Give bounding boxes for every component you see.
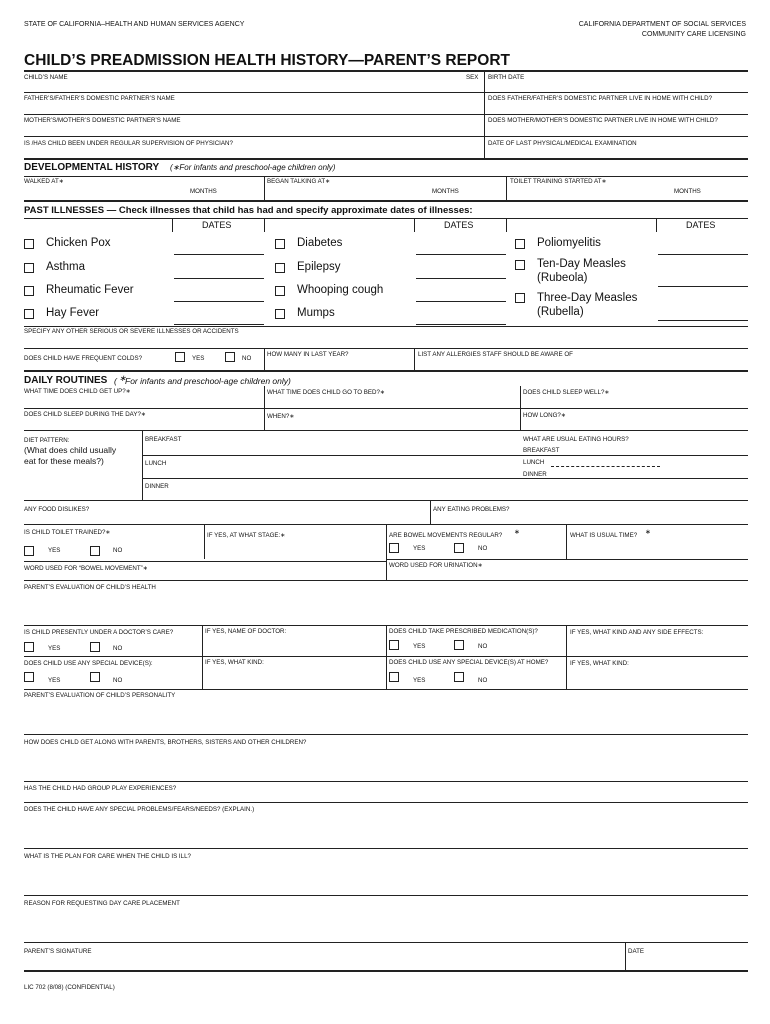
devices-yes-label: YES	[48, 677, 61, 684]
hay-fever-checkbox[interactable]	[24, 309, 34, 319]
doctor-no-checkbox[interactable]	[90, 642, 100, 652]
bowel-no-label: NO	[478, 545, 488, 552]
rheumatic-fever-checkbox[interactable]	[24, 286, 34, 296]
date-line[interactable]	[416, 254, 506, 255]
dates-header-3: DATES	[686, 220, 716, 230]
doctor-yes-label: YES	[48, 645, 61, 652]
sex-label: SEX	[466, 74, 479, 81]
devices-no-checkbox[interactable]	[90, 672, 100, 682]
date-line[interactable]	[658, 254, 748, 255]
date-line[interactable]	[174, 278, 264, 279]
row-line	[24, 689, 748, 690]
row-line	[24, 136, 748, 137]
divider	[202, 625, 203, 689]
allergies-label: LIST ANY ALLERGIES STAFF SHOULD BE AWARE OF	[418, 351, 573, 358]
colds-no-label: NO	[242, 355, 252, 362]
row-line	[24, 92, 748, 93]
asthma-checkbox[interactable]	[24, 263, 34, 273]
diabetes-checkbox[interactable]	[275, 239, 285, 249]
dates-header-2: DATES	[444, 220, 474, 230]
when-label: WHEN?∗	[267, 413, 295, 420]
chicken-pox-label: Chicken Pox	[46, 237, 111, 249]
usual-time-label: WHAT IS USUAL TIME?	[570, 532, 638, 539]
whooping-cough-label: Whooping cough	[297, 284, 384, 296]
title-rule	[24, 70, 748, 72]
row-line	[24, 408, 748, 409]
toilet-yes-label: YES	[48, 547, 61, 554]
rubeola-label: (Rubeola)	[537, 272, 588, 284]
medication-yes-checkbox[interactable]	[389, 640, 399, 650]
poliomyelitis-checkbox[interactable]	[515, 239, 525, 249]
get-up-label: WHAT TIME DOES CHILD GET UP?∗	[24, 388, 131, 395]
eating-hours-breakfast-label: BREAKFAST	[523, 447, 560, 454]
chicken-pox-checkbox[interactable]	[24, 239, 34, 249]
divider	[520, 386, 521, 408]
birth-date-label: BIRTH DATE	[488, 74, 525, 81]
three-day-measles-label: Three-Day Measles	[537, 292, 638, 304]
devices-home-yes-checkbox[interactable]	[389, 672, 399, 682]
bowel-regular-star: ∗	[514, 529, 520, 536]
special-problems-label: DOES THE CHILD HAVE ANY SPECIAL PROBLEMS/FEARS/NEEDS? (EXPLAIN.)	[24, 806, 255, 813]
prescribed-medication-label: DOES CHILD TAKE PRESCRIBED MEDICATION(S)?	[389, 628, 538, 635]
bottom-rule	[24, 970, 748, 972]
colds-yes-label: YES	[192, 355, 205, 362]
mumps-label: Mumps	[297, 307, 335, 319]
began-talking-label: BEGAN TALKING AT∗	[267, 178, 331, 185]
walked-at-label: WALKED AT∗	[24, 178, 64, 185]
mumps-checkbox[interactable]	[275, 309, 285, 319]
evaluation-health-label: PARENT’S EVALUATION OF CHILD’S HEALTH	[24, 584, 156, 591]
dates-header-1: DATES	[202, 220, 232, 230]
bowel-word-label: WORD USED FOR “BOWEL MOVEMENT”∗	[24, 565, 148, 572]
side-effects-label: IF YES, WHAT KIND AND ANY SIDE EFFECTS:	[570, 629, 704, 636]
department-name: CALIFORNIA DEPARTMENT OF SOCIAL SERVICES	[578, 21, 746, 28]
ten-day-measles-label: Ten-Day Measles	[537, 258, 626, 270]
diet-question-line2: eat for these meals?)	[24, 456, 104, 466]
devices-home-no-checkbox[interactable]	[454, 672, 464, 682]
divider	[264, 386, 265, 408]
mother-lives-home-label: DOES MOTHER/MOTHER’S DOMESTIC PARTNER LIVE IN HOME WITH CHILD?	[488, 117, 718, 124]
divider	[484, 71, 485, 92]
mother-name-label: MOTHER’S/MOTHER’S DOMESTIC PARTNER’S NAME	[24, 117, 181, 124]
devices-yes-checkbox[interactable]	[24, 672, 34, 682]
department-division: COMMUNITY CARE LICENSING	[641, 31, 746, 38]
diet-pattern-label: DIET PATTERN:	[24, 437, 70, 444]
date-line[interactable]	[416, 278, 506, 279]
colds-yes-checkbox[interactable]	[175, 352, 185, 362]
toilet-stage-label: IF YES, AT WHAT STAGE:∗	[207, 532, 286, 539]
months-label-1: MONTHS	[190, 188, 217, 195]
divider	[484, 114, 485, 136]
toilet-training-label: TOILET TRAINING STARTED AT∗	[510, 178, 607, 185]
divider	[386, 625, 387, 689]
lunch-time-line[interactable]	[551, 466, 660, 467]
devices-home-yes-label: YES	[413, 677, 426, 684]
bowel-no-checkbox[interactable]	[454, 543, 464, 553]
divider	[484, 136, 485, 158]
divider	[520, 408, 521, 430]
date-line[interactable]	[658, 320, 748, 321]
group-play-label: HAS THE CHILD HAD GROUP PLAY EXPERIENCES?	[24, 785, 177, 792]
to-bed-label: WHAT TIME DOES CHILD GO TO BED?∗	[267, 389, 386, 396]
get-along-label: HOW DOES CHILD GET ALONG WITH PARENTS, BROTHERS, SISTERS AND OTHER CHILDREN?	[24, 739, 307, 746]
row-line	[24, 580, 748, 581]
row-line	[24, 656, 748, 657]
divider	[430, 500, 431, 524]
past-illnesses-heading: PAST ILLNESSES — Check illnesses that child has had and specify approximate dates of illnesses:	[24, 205, 473, 216]
date-line[interactable]	[416, 301, 506, 302]
form-title: CHILD’S PREADMISSION HEALTH HISTORY—PARENT’S REPORT	[24, 52, 510, 69]
row-line	[24, 500, 748, 501]
date-line[interactable]	[174, 324, 264, 325]
toilet-yes-checkbox[interactable]	[24, 546, 34, 556]
section-rule	[24, 158, 748, 160]
eating-hours-lunch-label: LUNCH	[523, 459, 545, 466]
row-line	[24, 781, 748, 782]
other-illnesses-label: SPECIFY ANY OTHER SERIOUS OR SEVERE ILLNESSES OR ACCIDENTS	[24, 328, 239, 335]
doctor-yes-checkbox[interactable]	[24, 642, 34, 652]
dinner-label: DINNER	[145, 483, 169, 490]
urination-word-label: WORD USED FOR URINATION∗	[389, 562, 483, 569]
divider	[566, 625, 567, 689]
divider	[264, 218, 265, 232]
row-line	[24, 734, 748, 735]
row-line	[24, 848, 748, 849]
reason-placement-label: REASON FOR REQUESTING DAY CARE PLACEMENT	[24, 900, 180, 907]
row-line	[24, 114, 748, 115]
divider	[625, 942, 626, 970]
devices-no-label: NO	[113, 677, 123, 684]
special-devices-label: DOES CHILD USE ANY SPECIAL DEVICE(S):	[24, 660, 153, 667]
date-line[interactable]	[416, 324, 506, 325]
toilet-trained-label: IS CHILD TOILET TRAINED?∗	[24, 529, 111, 536]
divider	[484, 92, 485, 114]
date-line[interactable]	[658, 286, 748, 287]
usual-time-star: ∗	[645, 529, 651, 536]
row-line	[24, 218, 748, 219]
diet-question-line1: (What does child usually	[24, 445, 117, 455]
divider	[656, 218, 657, 232]
asthma-label: Asthma	[46, 261, 85, 273]
poliomyelitis-label: Poliomyelitis	[537, 237, 601, 249]
row-line	[386, 559, 748, 560]
physician-supervision-label: IS /HAS CHILD BEEN UNDER REGULAR SUPERVISION OF PHYSICIAN?	[24, 140, 233, 147]
devices-home-label: DOES CHILD USE ANY SPECIAL DEVICE(S) AT HOME?	[389, 659, 549, 666]
toilet-no-checkbox[interactable]	[90, 546, 100, 556]
bowel-yes-checkbox[interactable]	[389, 543, 399, 553]
devices-home-no-label: NO	[478, 677, 488, 684]
medication-no-label: NO	[478, 643, 488, 650]
doctor-name-label: IF YES, NAME OF DOCTOR:	[205, 628, 287, 635]
sleep-well-label: DOES CHILD SLEEP WELL?∗	[523, 389, 610, 396]
rubella-label: (Rubella)	[537, 306, 584, 318]
epilepsy-label: Epilepsy	[297, 261, 341, 273]
date-label: DATE	[628, 948, 645, 955]
toilet-no-label: NO	[113, 547, 123, 554]
divider	[264, 348, 265, 370]
bowel-regular-label: ARE BOWEL MOVEMENTS REGULAR?	[389, 532, 503, 539]
developmental-history-heading: DEVELOPMENTAL HISTORY	[24, 162, 160, 173]
divider	[172, 218, 173, 232]
divider	[264, 176, 265, 200]
section-rule	[24, 370, 748, 372]
row-line	[24, 326, 748, 327]
developmental-note: (∗For infants and preschool-age children only)	[170, 163, 336, 172]
date-line[interactable]	[174, 301, 264, 302]
routines-note: For infants and preschool-age children only)	[125, 376, 291, 386]
divider	[566, 524, 567, 559]
date-line[interactable]	[174, 254, 264, 255]
last-exam-label: DATE OF LAST PHYSICAL/MEDICAL EXAMINATION	[488, 140, 637, 147]
frequent-colds-label: DOES CHILD HAVE FREQUENT COLDS?	[24, 355, 143, 362]
plan-when-ill-label: WHAT IS THE PLAN FOR CARE WHEN THE CHILD IS ILL?	[24, 853, 191, 860]
divider	[506, 218, 507, 232]
evaluation-personality-label: PARENT’S EVALUATION OF CHILD’S PERSONALITY	[24, 692, 176, 699]
breakfast-label: BREAKFAST	[145, 436, 182, 443]
eating-problems-label: ANY EATING PROBLEMS?	[433, 506, 510, 513]
row-line	[24, 430, 748, 431]
divider	[264, 408, 265, 430]
row-line	[24, 802, 748, 803]
whooping-cough-checkbox[interactable]	[275, 286, 285, 296]
diabetes-label: Diabetes	[297, 237, 343, 249]
agency-name: STATE OF CALIFORNIA–HEALTH AND HUMAN SERVICES AGENCY	[24, 21, 245, 28]
divider	[204, 524, 205, 559]
medication-no-checkbox[interactable]	[454, 640, 464, 650]
row-line	[24, 561, 386, 562]
routines-note-open: (	[114, 376, 117, 386]
divider	[142, 430, 143, 500]
epilepsy-checkbox[interactable]	[275, 263, 285, 273]
row-line	[24, 348, 748, 349]
months-label-2: MONTHS	[432, 188, 459, 195]
routines-note-star: ∗	[119, 373, 127, 383]
father-name-label: FATHER’S/FATHER’S DOMESTIC PARTNER’S NAME	[24, 95, 175, 102]
rheumatic-fever-label: Rheumatic Fever	[46, 284, 134, 296]
row-line	[24, 895, 748, 896]
childs-name-label: CHILD’S NAME	[24, 74, 68, 81]
eating-hours-label: WHAT ARE USUAL EATING HOURS?	[523, 436, 629, 443]
divider	[386, 524, 387, 580]
home-device-kind-label: IF YES, WHAT KIND:	[570, 660, 629, 667]
row-line	[24, 942, 748, 943]
food-dislikes-label: ANY FOOD DISLIKES?	[24, 506, 90, 513]
how-many-colds-label: HOW MANY IN LAST YEAR?	[267, 351, 349, 358]
divider	[506, 176, 507, 200]
form-number-footer: LIC 702 (8/08) (CONFIDENTIAL)	[24, 984, 115, 991]
row-line	[142, 478, 748, 479]
sleep-day-label: DOES CHILD SLEEP DURING THE DAY?∗	[24, 411, 147, 418]
daily-routines-heading: DAILY ROUTINES	[24, 375, 108, 386]
row-line	[24, 176, 748, 177]
device-kind-label: IF YES, WHAT KIND:	[205, 659, 264, 666]
divider	[414, 348, 415, 370]
divider	[414, 218, 415, 232]
signature-label: PARENT’S SIGNATURE	[24, 948, 92, 955]
hay-fever-label: Hay Fever	[46, 307, 100, 319]
doctor-no-label: NO	[113, 645, 123, 652]
three-day-measles-checkbox[interactable]	[515, 293, 525, 303]
months-label-3: MONTHS	[674, 188, 701, 195]
ten-day-measles-checkbox[interactable]	[515, 260, 525, 270]
section-rule	[24, 200, 748, 202]
eating-hours-dinner-label: DINNER	[523, 471, 547, 478]
breakfast-time-line[interactable]	[555, 455, 660, 456]
doctor-care-label: IS CHILD PRESENTLY UNDER A DOCTOR’S CARE?	[24, 629, 174, 636]
how-long-label: HOW LONG?∗	[523, 412, 567, 419]
bowel-yes-label: YES	[413, 545, 426, 552]
father-lives-home-label: DOES FATHER/FATHER’S DOMESTIC PARTNER LIVE IN HOME WITH CHILD?	[488, 95, 713, 102]
medication-yes-label: YES	[413, 643, 426, 650]
lunch-label: LUNCH	[145, 460, 167, 467]
colds-no-checkbox[interactable]	[225, 352, 235, 362]
